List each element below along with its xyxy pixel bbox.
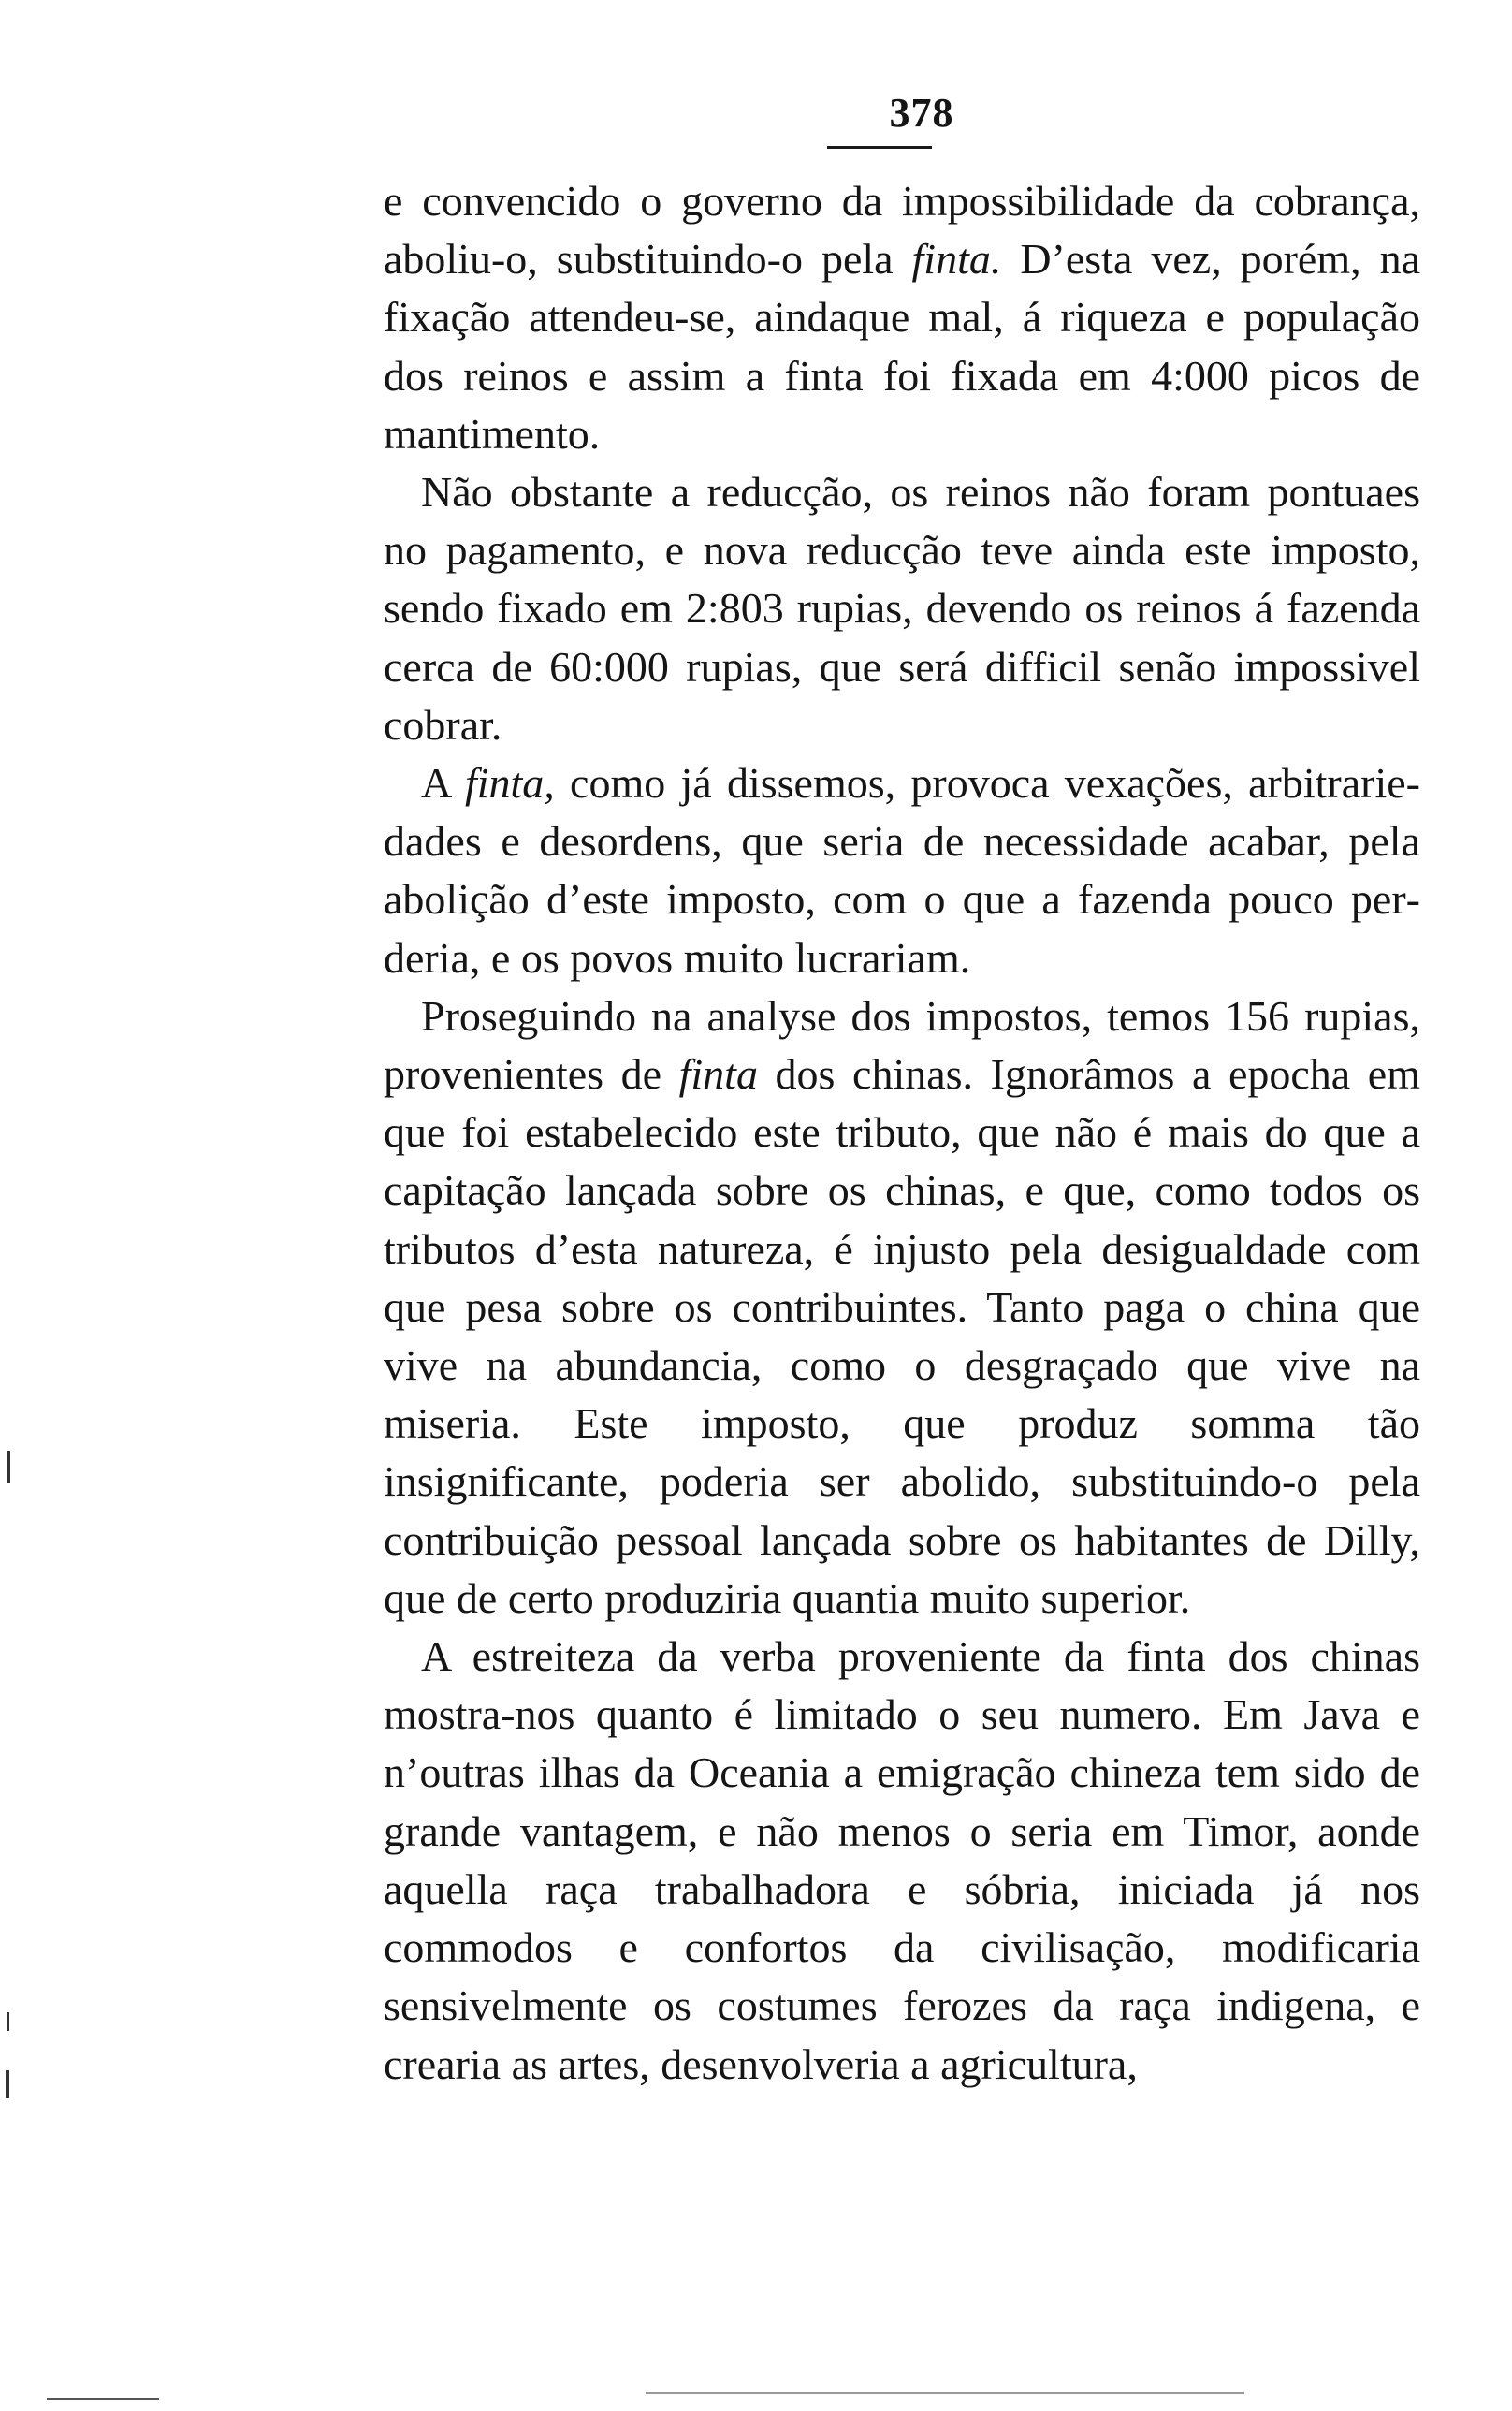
scan-edge-line — [47, 2398, 159, 2400]
text-run: D’esta vez, porém, na fixação attendeu-se, aindaque mal, á riqueza e população dos reinos e assim a finta foi fixada em 4:000 picos de mantimento. — [384, 235, 1420, 458]
paragraph-p3 — [384, 754, 1420, 987]
margin-mark — [7, 1451, 10, 1483]
margin-mark — [7, 2012, 9, 2031]
text-run: e convencido o governo da impossibilidade da cobrança, aboliu-o, substituindo-o pela — [384, 177, 1420, 284]
italic-term: finta, — [464, 759, 555, 808]
page-number-underline — [827, 146, 932, 149]
italic-term: finta — [678, 1050, 758, 1099]
text-run: Proseguindo na analyse dos impostos, temos 156 rupias, provenientes de — [384, 991, 1420, 1099]
margin-mark — [6, 2070, 9, 2098]
text-run: dos chinas. Ignorâmos a epocha em que foi estabelecido este tributo, que não é mais do que a capitação lançada sobre os chinas, e que, como todos os tributos d’esta natureza, é injusto pela desigualdade com que pesa sobre os contribuintes. Tanto paga o china que vive na abundancia, como o desgraçado que vive na miseria. Este imposto, que produz somma tão insignificante, poderia ser abolido, substituindo-o pela contribuição pessoal lançada sobre os habitantes de Dilly, que de certo produziria quantia muito superior. — [384, 1050, 1420, 1622]
text-run: A estreiteza da verba proveniente da finta dos chinas mostra-nos quanto é limitado o seu numero. Em Java e n’outras ilhas da Oceania a emigração chineza tem sido de grande vantagem, e não menos o seria em Timor, aonde aquella raça trabalhadora e sóbria, iniciada já nos commodos e confortos da civilisação, modificaria sensivelmente os costumes ferozes da raça indigena, e crearia as artes, desenvolveria a agricultura, — [384, 1632, 1420, 2088]
text-run: Não obstante a reducção, os reinos não foram pontuaes no pagamento, e nova reducção teve ainda este imposto, sendo fixado em 2:803 rupias, devendo os reinos á fazenda cerca de 60:000 rupias, que será difficil senão impossivel cobrar. — [384, 468, 1420, 749]
scan-edge-line — [646, 2392, 1244, 2394]
text-run: como já dissemos, provoca vexações, arbitrariedades e desordens, que seria de necessidade acabar, pela abolição d’este imposto, com o que a fazenda pouco perderia, e os povos muito lucrariam. — [384, 759, 1420, 982]
paragraph-p1 — [384, 172, 1420, 463]
text-run: A — [421, 759, 465, 808]
body-text — [384, 172, 1420, 2094]
page-number: 378 — [889, 90, 954, 136]
italic-term: finta. — [911, 235, 1002, 284]
paragraph-p5 — [384, 1628, 1420, 2094]
paragraph-p2 — [384, 463, 1420, 754]
paragraph-p4 — [384, 987, 1420, 1628]
